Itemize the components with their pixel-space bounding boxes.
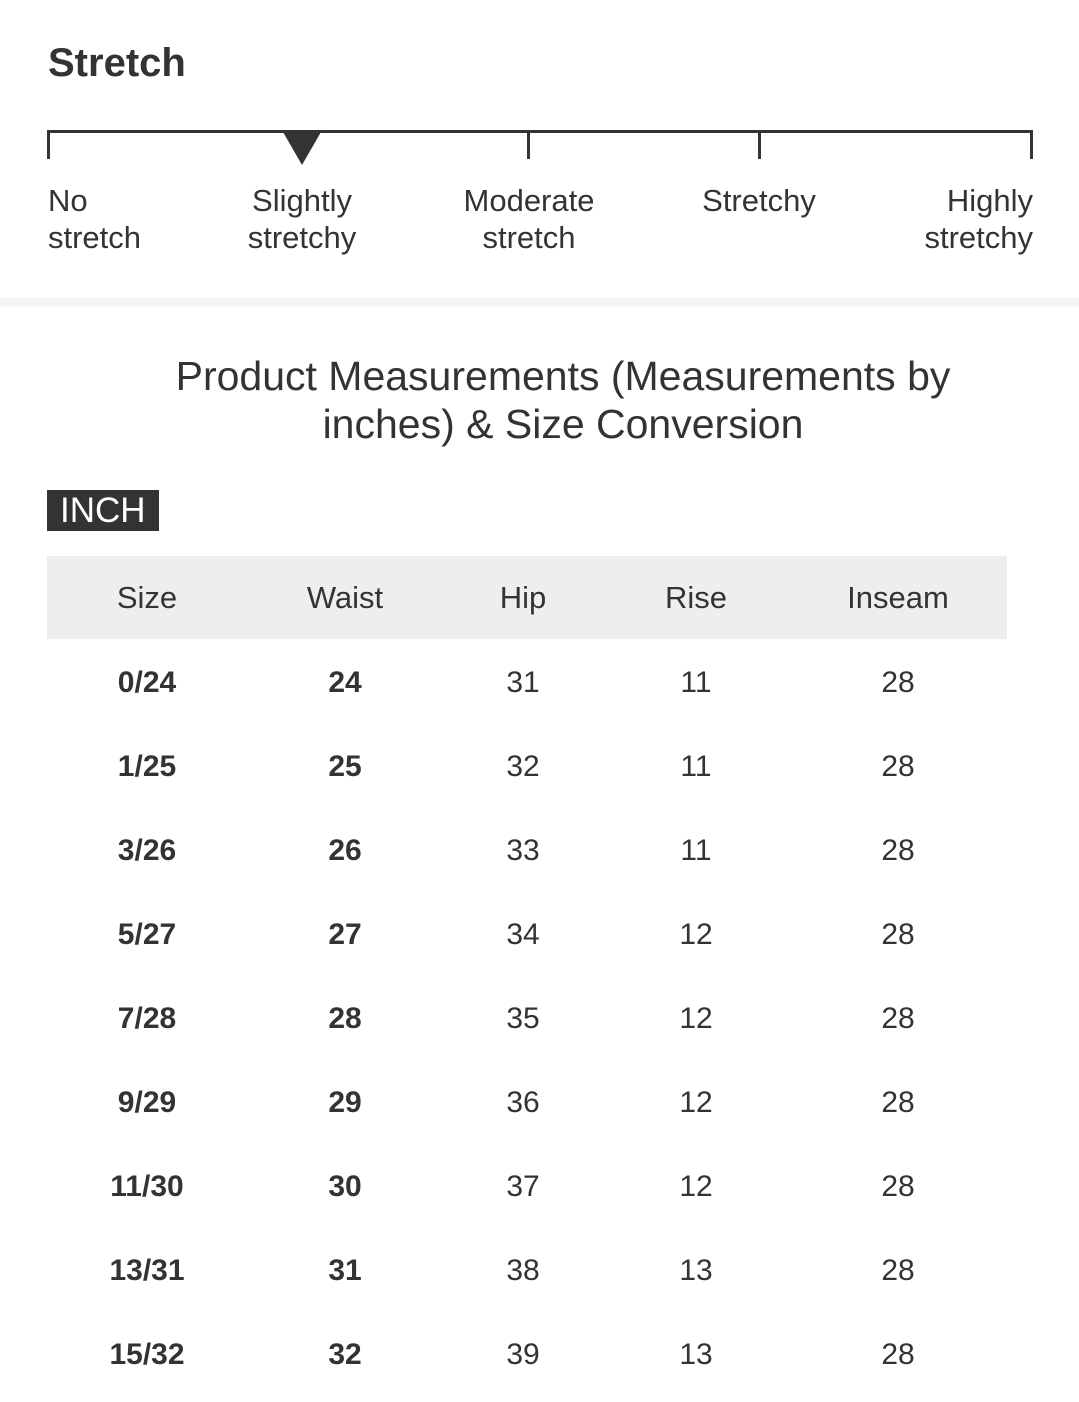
cell-waist: 26 xyxy=(328,834,362,867)
stretch-level-label-line: No xyxy=(48,183,88,218)
table-row xyxy=(47,1061,1007,1145)
cell-inseam: 28 xyxy=(881,1170,915,1203)
stretch-level-label-stretchy xyxy=(702,182,816,219)
stretch-scale-tick xyxy=(527,130,530,159)
cell-inseam: 28 xyxy=(881,1254,915,1287)
cell-size: 0/24 xyxy=(117,666,177,699)
cell-rise: 12 xyxy=(679,1170,713,1203)
stretch-level-label-line: stretchy xyxy=(247,220,357,255)
table-row xyxy=(47,1229,1007,1313)
stretch-level-label-line: stretch xyxy=(482,220,576,255)
cell-size: 11/30 xyxy=(110,1170,184,1203)
cell-rise: 11 xyxy=(680,750,712,783)
unit-tab-inch[interactable]: INCH xyxy=(47,490,159,531)
stretch-scale-tick xyxy=(1030,130,1033,159)
cell-waist: 30 xyxy=(328,1170,362,1203)
cell-inseam: 28 xyxy=(881,750,915,783)
cell-size: 7/28 xyxy=(117,1002,177,1035)
stretch-level-label-line: stretchy xyxy=(924,220,1033,255)
cell-rise: 12 xyxy=(679,1002,713,1035)
cell-rise: 13 xyxy=(679,1254,713,1287)
measurements-title-line: Product Measurements (Measurements by xyxy=(175,353,951,399)
column-header-waist: Waist xyxy=(247,556,443,639)
cell-waist: 25 xyxy=(328,750,362,783)
cell-size: 15/32 xyxy=(109,1338,185,1371)
stretch-level-label-line: Slightly xyxy=(252,183,352,218)
cell-waist: 27 xyxy=(328,918,362,951)
cell-waist: 29 xyxy=(328,1086,362,1119)
cell-rise: 12 xyxy=(679,1086,713,1119)
cell-size: 5/27 xyxy=(117,918,177,951)
cell-hip: 32 xyxy=(506,750,540,783)
stretch-scale-tick xyxy=(758,130,761,159)
stretch-level-label-slightly-stretchy xyxy=(248,182,357,256)
cell-size: 13/31 xyxy=(109,1254,185,1287)
cell-inseam: 28 xyxy=(881,1338,915,1371)
column-header-inseam: Inseam xyxy=(789,556,1007,639)
cell-inseam: 28 xyxy=(881,1002,915,1035)
cell-waist: 32 xyxy=(328,1338,362,1371)
cell-hip: 34 xyxy=(506,918,540,951)
stretch-level-label-no-stretch xyxy=(48,182,141,256)
stretch-level-label-line: stretch xyxy=(48,220,142,255)
measurements-title xyxy=(120,352,1006,448)
cell-waist: 24 xyxy=(328,666,362,699)
stretch-level-label-line: Highly xyxy=(946,183,1033,218)
stretch-section xyxy=(0,0,1079,298)
table-row xyxy=(47,639,1007,725)
table-row xyxy=(47,1145,1007,1229)
table-header-row xyxy=(47,556,1007,639)
table-row xyxy=(47,725,1007,809)
stretch-title: Stretch xyxy=(48,41,186,85)
cell-hip: 33 xyxy=(506,834,540,867)
stretch-scale-line xyxy=(47,130,1033,133)
cell-rise: 13 xyxy=(679,1338,713,1371)
stretch-scale-tick xyxy=(47,130,50,159)
cell-hip: 35 xyxy=(506,1002,540,1035)
cell-hip: 31 xyxy=(506,666,540,699)
cell-hip: 39 xyxy=(506,1338,540,1371)
table-row xyxy=(47,893,1007,977)
table-row xyxy=(47,1313,1007,1397)
cell-inseam: 28 xyxy=(881,666,915,699)
section-divider xyxy=(0,298,1079,307)
cell-waist: 28 xyxy=(328,1002,362,1035)
size-chart-table xyxy=(47,556,1007,1397)
cell-hip: 38 xyxy=(506,1254,540,1287)
stretch-level-label-line: Stretchy xyxy=(702,183,816,218)
stretch-level-label-moderate-stretch xyxy=(464,182,595,256)
table-row xyxy=(47,977,1007,1061)
cell-hip: 37 xyxy=(506,1170,540,1203)
cell-size: 1/25 xyxy=(117,750,177,783)
measurements-title-line: inches) & Size Conversion xyxy=(322,401,804,447)
cell-inseam: 28 xyxy=(881,1086,915,1119)
column-header-size: Size xyxy=(47,556,247,639)
column-header-hip: Hip xyxy=(443,556,603,639)
cell-rise: 12 xyxy=(679,918,713,951)
cell-hip: 36 xyxy=(506,1086,540,1119)
column-header-rise: Rise xyxy=(603,556,789,639)
cell-rise: 11 xyxy=(680,834,712,867)
cell-waist: 31 xyxy=(328,1254,362,1287)
cell-inseam: 28 xyxy=(881,834,915,867)
stretch-level-marker-icon xyxy=(283,132,321,165)
cell-size: 9/29 xyxy=(117,1086,177,1119)
stretch-level-label-line: Moderate xyxy=(463,183,595,218)
table-row xyxy=(47,809,1007,893)
cell-inseam: 28 xyxy=(881,918,915,951)
cell-rise: 11 xyxy=(680,666,712,699)
cell-size: 3/26 xyxy=(117,834,177,867)
stretch-level-label-highly-stretchy xyxy=(924,182,1033,256)
